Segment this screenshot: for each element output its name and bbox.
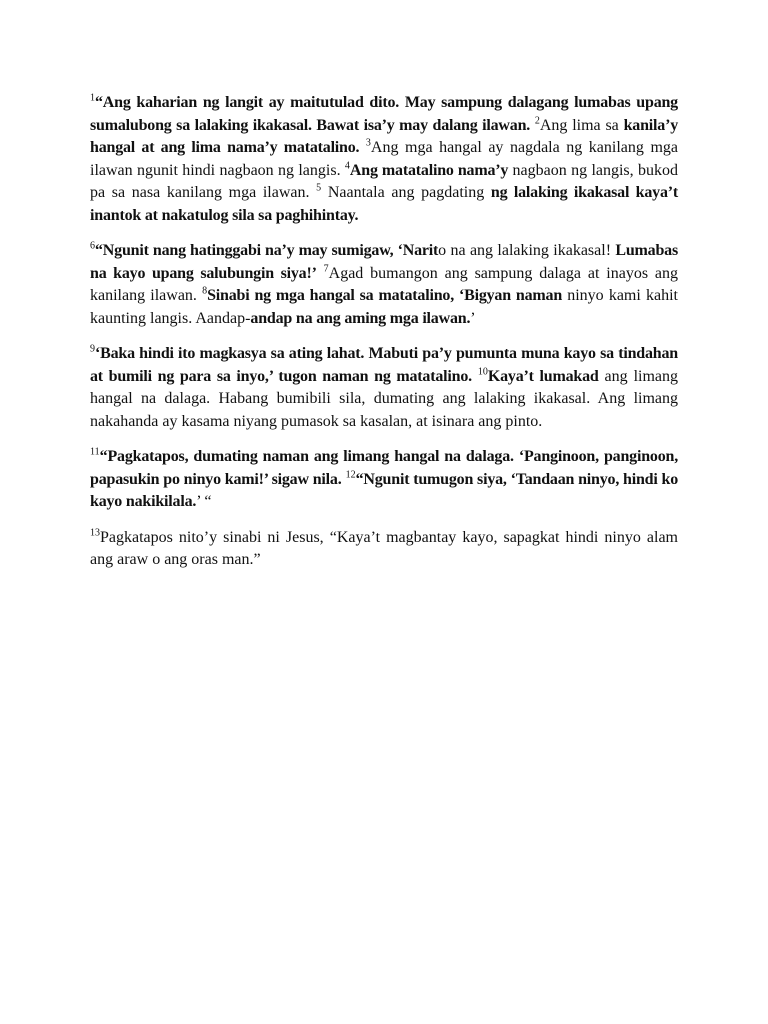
- document-page: [90, 92, 678, 585]
- text-segment: ang limang hangal na dalaga. Habang bumibili sila, dumating ang lalaking ikakasal. Ang limang nakahanda ay kasama niyang pumasok sa kasalan, at isinara ang pinto.: [90, 367, 679, 430]
- paragraph-2: [90, 240, 678, 330]
- verse-number: 10: [477, 366, 488, 378]
- verse-number: 11: [90, 446, 100, 458]
- verse-number: 7: [323, 263, 329, 275]
- bold-text-segment: ‘Baka hindi ito magkasya sa ating lahat. Mabuti pa’y pumunta muna kayo sa tindahan at bumili ng para sa inyo,’ tugon naman ng matatalino.: [90, 345, 678, 385]
- verse-number: 1: [90, 92, 95, 104]
- verse-number: 2: [534, 115, 540, 127]
- bold-text-segment: “Ang kaharian ng langit ay maitutulad dito. May sampung dalagang lumabas upang sumalubong sa lalaking ikakasal. Bawat isa’y may dalang ilawan.: [90, 94, 678, 134]
- text-segment: Ang lima sa: [539, 116, 624, 134]
- text-segment: ’: [470, 309, 476, 327]
- paragraph-1: [90, 92, 678, 227]
- verse-number: 5: [316, 182, 322, 194]
- text-segment: ninyo kami kahit kaunting langis. Aandap-: [90, 287, 678, 327]
- text-segment: o na ang lalaking ikakasal!: [438, 242, 616, 259]
- verse-number: 6: [90, 240, 95, 252]
- paragraph-3: [90, 343, 678, 433]
- text-segment: ’ “: [196, 493, 212, 510]
- bold-text-segment: Lumabas na kayo upang salubungin siya!’: [90, 242, 678, 282]
- bold-text-segment: andap na ang aming mga ilawan.: [250, 309, 471, 327]
- bold-text-segment: Sinabi ng mga hangal sa matatalino, ‘Bigyan naman: [207, 287, 563, 304]
- verse-number: 13: [90, 527, 100, 539]
- bold-text-segment: ng lalaking ikakasal kaya’t inantok at nakatulog sila sa paghihintay.: [90, 184, 679, 224]
- text-segment: Agad bumangon ang sampung dalaga at inayos ang kanilang ilawan.: [90, 264, 679, 304]
- text-segment: Naantala ang pagdating: [321, 184, 491, 201]
- text-segment: [317, 265, 324, 282]
- text-segment: nagbaon ng langis, bukod pa sa nasa kanilang mga ilawan.: [90, 161, 678, 201]
- bold-text-segment: “Ngunit tumugon siya, ‘Tandaan ninyo, hindi ko kayo nakikilala.: [90, 470, 679, 510]
- bold-text-segment: Kaya’t lumakad: [487, 367, 599, 385]
- verse-number: 4: [344, 160, 350, 172]
- verse-number: 3: [365, 137, 371, 149]
- bold-text-segment: “Ngunit nang hatinggabi na’y may sumigaw, ‘Narit: [95, 242, 439, 259]
- verse-number: 12: [345, 469, 356, 481]
- text-segment: Pagkatapos nito’y sinabi ni Jesus, “Kaya’t magbantay kayo, sapagkat hindi ninyo alam ang araw o ang oras man.”: [90, 528, 678, 568]
- paragraph-5: [90, 527, 678, 572]
- verse-number: 9: [90, 343, 95, 355]
- verse-number: 8: [202, 285, 208, 297]
- paragraph-4: [90, 446, 678, 514]
- bold-text-segment: Ang matatalino nama’y: [349, 161, 509, 179]
- bold-text-segment: kanila’y hangal at ang lima nama’y matatalino.: [90, 116, 678, 156]
- bold-text-segment: “Pagkatapos, dumating naman ang limang hangal na dalaga. ‘Panginoon, panginoon, papasukin po ninyo kami!’ sigaw nila.: [90, 448, 678, 488]
- text-segment: Ang mga hangal ay nagdala ng kanilang mga ilawan ngunit hindi nagbaon ng langis.: [90, 139, 679, 179]
